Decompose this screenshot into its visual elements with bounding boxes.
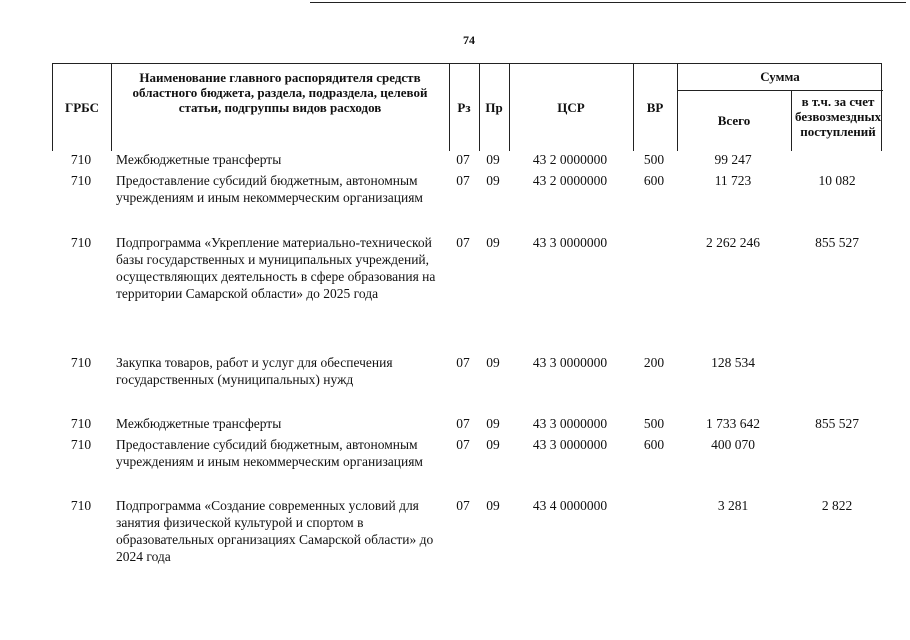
cell-rz: 07 bbox=[456, 437, 470, 452]
cell-total: 128 534 bbox=[711, 355, 755, 370]
cell-total: 11 723 bbox=[714, 173, 752, 188]
cell-free: 10 082 bbox=[818, 173, 856, 188]
top-rule bbox=[310, 2, 906, 3]
cell-vr: 500 bbox=[643, 416, 665, 431]
cell-name: Межбюджетные трансферты bbox=[116, 152, 282, 167]
header-grbs: ГРБС bbox=[64, 100, 100, 115]
cell-rz: 07 bbox=[456, 498, 470, 513]
col-divider bbox=[111, 64, 112, 151]
cell-csr: 43 2 0000000 bbox=[532, 173, 608, 188]
cell-grbs: 710 bbox=[70, 416, 92, 431]
cell-rz: 07 bbox=[456, 235, 470, 250]
cell-name: Закупка товаров, работ и услуг для обеспечения государственных (муниципальных) нужд bbox=[116, 355, 393, 387]
cell-grbs: 710 bbox=[70, 235, 92, 250]
page-number: 74 bbox=[463, 33, 475, 47]
cell-name: Подпрограмма «Создание современных условий для занятия физической культурой и спортом в образовательных организациях Самарской области» до 2024 года bbox=[116, 498, 434, 564]
cell-rz: 07 bbox=[456, 152, 470, 167]
cell-vr: 200 bbox=[643, 355, 665, 370]
cell-csr: 43 3 0000000 bbox=[532, 437, 608, 452]
cell-vr: 600 bbox=[643, 173, 665, 188]
cell-free: 855 527 bbox=[815, 416, 859, 431]
header-rz: Рз bbox=[457, 100, 471, 115]
cell-csr: 43 3 0000000 bbox=[532, 355, 608, 370]
cell-rz: 07 bbox=[456, 355, 470, 370]
col-divider bbox=[791, 90, 792, 151]
cell-grbs: 710 bbox=[70, 152, 92, 167]
header-pr: Пр bbox=[485, 100, 503, 115]
header-sum: Сумма bbox=[760, 69, 800, 84]
cell-name: Предоставление субсидий бюджетным, автономным учреждениям и иным некоммерческим организациям bbox=[116, 437, 423, 469]
cell-vr: 500 bbox=[643, 152, 665, 167]
cell-rz: 07 bbox=[456, 416, 470, 431]
sum-divider bbox=[677, 90, 883, 91]
cell-csr: 43 2 0000000 bbox=[532, 152, 608, 167]
cell-csr: 43 3 0000000 bbox=[532, 235, 608, 250]
cell-pr: 09 bbox=[486, 173, 500, 188]
header-name: Наименование главного распорядителя средств областного бюджета, раздела, подраздела, целевой статьи, подгруппы видов расходов bbox=[132, 70, 428, 115]
cell-total: 2 262 246 bbox=[706, 235, 760, 250]
cell-pr: 09 bbox=[486, 355, 500, 370]
cell-pr: 09 bbox=[486, 416, 500, 431]
cell-grbs: 710 bbox=[70, 437, 92, 452]
cell-total: 3 281 bbox=[717, 498, 749, 513]
header-csr: ЦСР bbox=[557, 100, 585, 115]
cell-name: Предоставление субсидий бюджетным, автономным учреждениям и иным некоммерческим организациям bbox=[116, 173, 423, 205]
cell-pr: 09 bbox=[486, 437, 500, 452]
cell-csr: 43 3 0000000 bbox=[532, 416, 608, 431]
cell-name: Подпрограмма «Укрепление материально-технической базы государственных и муниципальных учреждений, осуществляющих деятельность в сфере образования на территории Самарской области» до 2025 года bbox=[116, 235, 436, 301]
cell-vr: 600 bbox=[643, 437, 665, 452]
cell-pr: 09 bbox=[486, 152, 500, 167]
cell-rz: 07 bbox=[456, 173, 470, 188]
header-total: Всего bbox=[717, 113, 751, 128]
header-free: в т.ч. за счет безвозмездных поступлений bbox=[795, 94, 882, 139]
header-vr: ВР bbox=[646, 100, 664, 115]
cell-grbs: 710 bbox=[70, 173, 92, 188]
cell-pr: 09 bbox=[486, 235, 500, 250]
cell-free: 2 822 bbox=[821, 498, 853, 513]
cell-total: 400 070 bbox=[711, 437, 755, 452]
table-header bbox=[52, 63, 882, 151]
cell-grbs: 710 bbox=[70, 498, 92, 513]
cell-free: 855 527 bbox=[815, 235, 859, 250]
cell-pr: 09 bbox=[486, 498, 500, 513]
cell-total: 1 733 642 bbox=[706, 416, 760, 431]
cell-name: Межбюджетные трансферты bbox=[116, 416, 282, 431]
cell-grbs: 710 bbox=[70, 355, 92, 370]
cell-total: 99 247 bbox=[714, 152, 752, 167]
cell-csr: 43 4 0000000 bbox=[532, 498, 608, 513]
